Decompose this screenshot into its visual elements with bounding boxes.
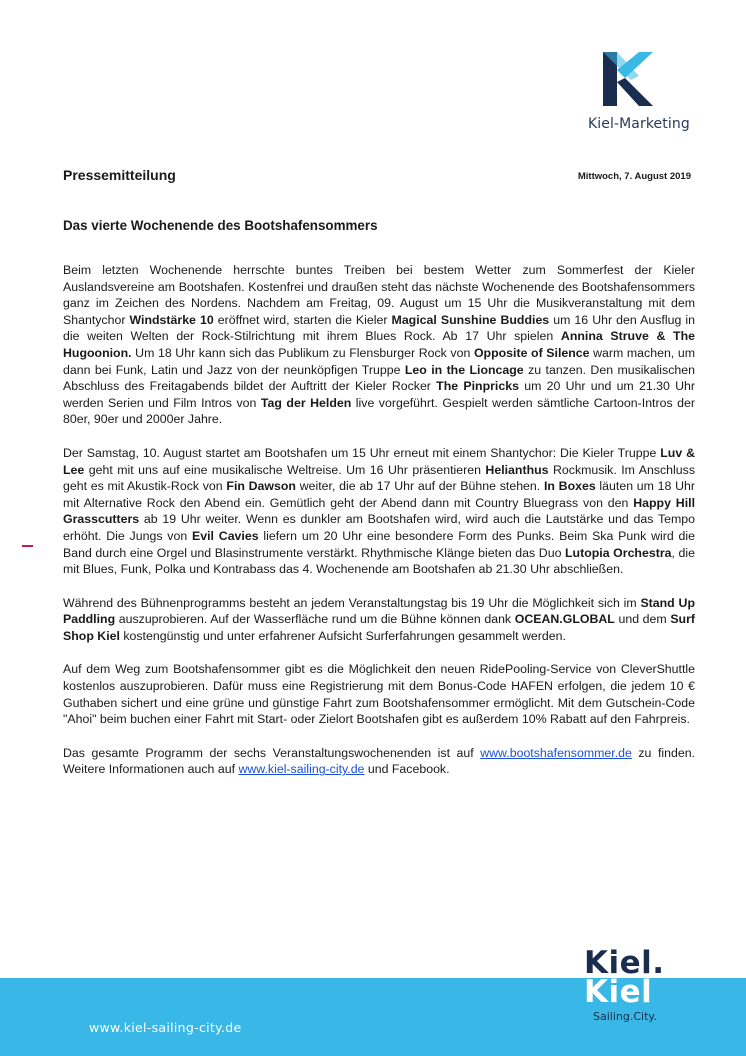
margin-mark xyxy=(22,545,33,547)
bold-text: Annina Struve & The Hugoonion. xyxy=(63,329,695,360)
bold-text: Fin Dawson xyxy=(226,479,296,494)
text-run: live vorgeführt. Gespielt werden sämtliche Cartoon-Intros der 80er, 90er und 2000er Jahre. xyxy=(63,395,695,427)
paragraph xyxy=(63,262,695,428)
paragraph xyxy=(63,595,695,645)
press-release-label: Pressemitteilung xyxy=(63,167,176,183)
text-run: läuten um 18 Uhr mit Alternative Rock den Abend ein. Gemütlich geht der Abend dann mit Country Bluegrass von den xyxy=(63,479,696,510)
link[interactable]: www.kiel-sailing-city.de xyxy=(238,762,365,777)
text-run: Um 18 Uhr kann sich das Publikum zu Flensburger Rock von xyxy=(131,345,474,360)
logo-tagline: Sailing.City. xyxy=(593,1010,657,1023)
bold-text: Luv & Lee xyxy=(63,445,695,477)
text-run: Das gesamte Programm der sechs Veranstaltungswochenenden ist auf xyxy=(63,745,481,760)
bold-text: Surf Shop Kiel xyxy=(63,612,695,643)
text-run: Beim letzten Wochenende herrschte buntes Treiben bei bestem Wetter zum Sommerfest der Kieler Auslandsvereine am Bootshafen. Kostenfrei und draußen steht das nächste Wochenende des Bootshafensommers ganz im Zeichen des Nordens. Nachdem am Freitag, 09. August um 15 Uhr die Musikveranstaltung mit dem Shantychor xyxy=(63,263,695,327)
text-run: zu finden. Weitere Informationen auch auf xyxy=(63,745,696,777)
release-date: Mittwoch, 7. August 2019 xyxy=(577,171,691,182)
paragraph xyxy=(63,745,695,778)
text-run: kostengünstig und unter erfahrener Aufsicht Surferfahrungen gesammelt werden. xyxy=(119,628,566,643)
logo-caption: Kiel-Marketing xyxy=(588,116,690,132)
bold-text: Happy Hill Grasscutters xyxy=(63,495,696,527)
text-run: auszuprobieren. Auf der Wasserfläche rund um die Bühne können dank xyxy=(115,612,515,627)
text-run: geht mit uns auf eine musikalische Weltreise. Um 16 Uhr präsentieren xyxy=(84,462,486,477)
bold-text: Tag der Helden xyxy=(260,395,352,410)
bold-text: Leo in the Lioncage xyxy=(404,362,524,377)
text-run: um 20 Uhr und um 21.30 Uhr werden Serien und Film Intros von xyxy=(63,379,696,410)
text-run: um 16 Uhr den Ausflug in die weiten Welten der Rock-Stilrichtung mit ihrem Blues Rock. Ab 17 Uhr spielen xyxy=(63,312,695,344)
bold-text: Evil Cavies xyxy=(192,528,259,543)
kiel-marketing-k-icon xyxy=(595,48,657,110)
kiel-sailing-city-logo xyxy=(584,945,704,1023)
bold-text: OCEAN.GLOBAL xyxy=(514,612,615,627)
bold-text: Helianthus xyxy=(485,462,549,477)
bold-text: Stand Up Paddling xyxy=(63,595,695,627)
text-run: Während des Bühnenprogramms besteht an jedem Veranstaltungstag bis 19 Uhr die Möglichkeit sich im xyxy=(63,595,641,610)
link[interactable]: www.bootshafensommer.de xyxy=(480,745,632,760)
headline: Das vierte Wochenende des Bootshafensommers xyxy=(63,218,378,233)
text-run: liefern um 20 Uhr eine besondere Form des Punks. Beim Ska Punk wird die Band durch eine Orgel und Blasinstrumente verstärkt. Rhythmische Klänge bieten das Duo xyxy=(63,528,695,560)
text-run: , die mit Blues, Funk, Polka und Kontrabass das 4. Wochenende am Bootshafen ab 21.30 Uhr abschließen. xyxy=(63,545,695,577)
text-run: zu tanzen. Den musikalischen Abschluss des Freitagabends bildet der Auftritt der Kieler Rocker xyxy=(63,362,695,394)
text-run: Der Samstag, 10. August startet am Bootshafen um 15 Uhr erneut mit einem Shantychor: Die Kieler Truppe xyxy=(63,445,661,460)
logo-word-top: Kiel. xyxy=(584,945,665,981)
bold-text: In Boxes xyxy=(543,479,596,494)
footer-url[interactable]: www.kiel-sailing-city.de xyxy=(89,1020,242,1035)
paragraph xyxy=(63,445,695,578)
text-run: und dem xyxy=(614,612,671,627)
text-run: ab 19 Uhr weiter. Wenn es dunkler am Bootshafen wird, wird auch die Lautstärke und das Tempo erhöht. Die Jungs von xyxy=(63,512,695,543)
bold-text: Magical Sunshine Buddies xyxy=(391,312,550,327)
article-body xyxy=(63,262,695,795)
paragraph xyxy=(63,661,695,727)
text-run: eröffnet wird, starten die Kieler xyxy=(213,312,392,327)
text-run: Rockmusik. Im Anschluss geht es mit Akustik-Rock von xyxy=(63,462,695,494)
bold-text: The Pinpricks xyxy=(436,379,519,394)
bold-text: Windstärke 10 xyxy=(129,312,214,327)
text-run: Auf dem Weg zum Bootshafensommer gibt es die Möglichkeit den neuen RidePooling-Service von CleverShuttle kostenlos auszuprobieren. Dafür muss eine Registrierung mit dem Bonus-Code HAFEN erfolgen, die jedem 10 € Guthaben sichert und eine grüne und günstige Fahrt zum Bootshafensommer ermöglicht. Mit dem Gutschein-Code "Ahoi" beim buchen einer Fahrt mit Start- oder Zielort Bootshafen gibt es außerdem 10% Rabatt auf den Fahrpreis. xyxy=(63,662,695,727)
text-run: warm machen, um dann bei Funk, Latin und Jazz von der neunköpfigen Truppe xyxy=(63,345,695,377)
text-run: weiter, die ab 17 Uhr auf der Bühne stehen. xyxy=(295,479,544,494)
bold-text: Lutopia Orchestra xyxy=(565,545,672,560)
bold-text: Opposite of Silence xyxy=(473,345,590,360)
text-run: und Facebook. xyxy=(364,762,450,777)
kiel-marketing-logo xyxy=(588,48,690,132)
logo-word-bottom: Kiel xyxy=(584,974,653,1010)
